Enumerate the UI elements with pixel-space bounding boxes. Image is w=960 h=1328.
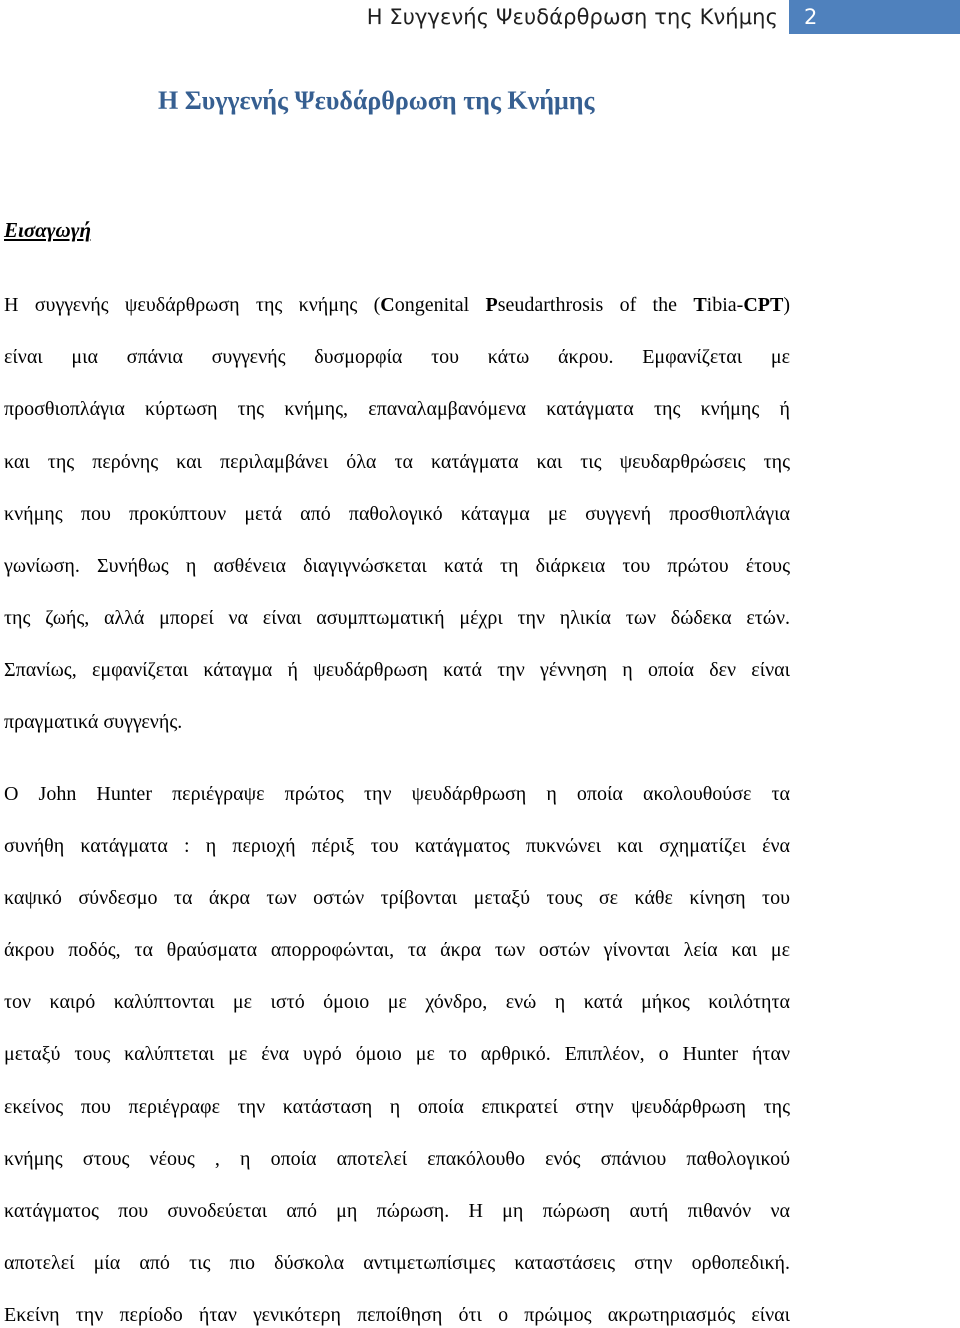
section-heading: Εισαγωγή (4, 218, 91, 242)
paragraph-2-line-11: Εκείνη την περίοδο ήταν γενικότερη πεποίθηση ότι ο πρώιμος ακρωτηριασμός είναι (4, 1304, 790, 1326)
paragraph-1-line-1: Η συγγενής ψευδάρθρωση της κνήμης (Congenital Pseudarthrosis of the Tibia-CPT) (4, 294, 790, 316)
paragraph-1-line-7: της ζωής, αλλά μπορεί να είναι ασυμπτωματική μέχρι την ηλικία των δώδεκα ετών. (4, 607, 790, 629)
paragraph-2-line-1: Ο John Hunter περιέγραψε πρώτος την ψευδάρθρωση η οποία ακολουθούσε τα (4, 783, 790, 805)
paragraph-1-line-9: πραγματικά συγγενής. (4, 711, 183, 733)
page-number: 2 (804, 5, 818, 29)
paragraph-1-line-6: γωνίωση. Συνήθως η ασθένεια διαγιγνώσκεται κατά τη διάρκεια του πρώτου έτους (4, 555, 790, 577)
paragraph-1-line-2: είναι μια σπάνια συγγενής δυσμορφία του κάτω άκρου. Εμφανίζεται με (4, 346, 790, 368)
paragraph-1-line-3: προσθιοπλάγια κύρτωση της κνήμης, επαναλαμβανόμενα κατάγματα της κνήμης ή (4, 398, 790, 420)
paragraph-2-line-10: αποτελεί μία από τις πιο δύσκολα αντιμετωπίσιμες καταστάσεις στην ορθοπεδική. (4, 1252, 790, 1274)
paragraph-2-line-2: συνήθη κατάγματα : η περιοχή πέριξ του κατάγματος πυκνώνει και σχηματίζει ένα (4, 835, 790, 857)
paragraph-2-line-7: εκείνος που περιέγραφε την κατάσταση η οποία επικρατεί στην ψευδάρθρωση της (4, 1096, 790, 1118)
page-number-box (789, 0, 960, 34)
paragraph-2-line-4: άκρου ποδός, τα θραύσματα απορροφώνται, τα άκρα των οστών γίνονται λεία και με (4, 939, 790, 961)
paragraph-1-line-4: και της περόνης και περιλαμβάνει όλα τα κατάγματα και τις ψευδαρθρώσεις της (4, 451, 790, 473)
running-header-title: Η Συγγενής Ψευδάρθρωση της Κνήμης (366, 5, 778, 29)
paragraph-1-line-8: Σπανίως, εμφανίζεται κάταγμα ή ψευδάρθρωση κατά την γέννηση η οποία δεν είναι (4, 659, 790, 681)
document-title: Η Συγγενής Ψευδάρθρωση της Κνήμης (158, 86, 595, 115)
paragraph-2-line-9: κατάγματος που συνοδεύεται από μη πώρωση. Η μη πώρωση αυτή πιθανόν να (4, 1200, 790, 1222)
paragraph-2-line-8: κνήμης στους νέους , η οποία αποτελεί επακόλουθο ενός σπάνιου παθολογικού (4, 1148, 790, 1170)
paragraph-1-line-5: κνήμης που προκύπτουν μετά από παθολογικό κάταγμα με συγγενή προσθιοπλάγια (4, 503, 790, 525)
running-header (0, 0, 960, 36)
paragraph-2-line-5: τον καιρό καλύπτονται με ιστό όμοιο με χόνδρο, ενώ η κατά μήκος κοιλότητα (4, 991, 790, 1013)
paragraph-2-line-3: καψικό σύνδεσμο τα άκρα των οστών τρίβονται μεταξύ τους σε κάθε κίνηση του (4, 887, 790, 909)
paragraph-2-line-6: μεταξύ τους καλύπτεται με ένα υγρό όμοιο με το αρθρικό. Επιπλέον, ο Hunter ήταν (4, 1043, 790, 1065)
